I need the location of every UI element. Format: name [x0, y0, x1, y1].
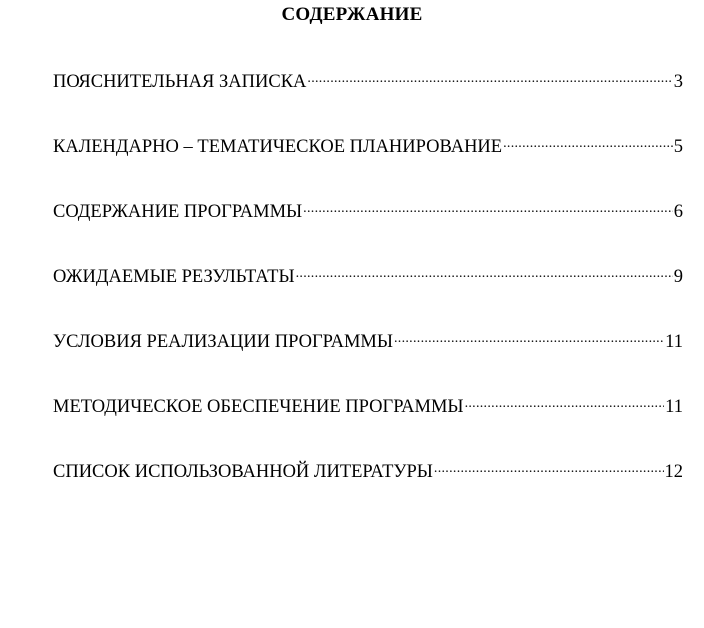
toc-dot-leader [303, 197, 673, 217]
toc-entry[interactable] [53, 327, 683, 351]
toc-entry-label: УСЛОВИЯ РЕАЛИЗАЦИИ ПРОГРАММЫ [53, 332, 393, 352]
toc-entry-label: СОДЕРЖАНИЕ ПРОГРАММЫ [53, 202, 303, 222]
page-title: СОДЕРЖАНИЕ [281, 4, 423, 25]
toc-entry-page: 9 [673, 267, 683, 287]
toc-entry-label: ПОЯСНИТЕЛЬНАЯ ЗАПИСКА [53, 72, 307, 92]
toc-entry[interactable] [53, 197, 683, 221]
toc-dot-leader [394, 327, 664, 347]
toc-entry-page: 5 [673, 137, 683, 157]
toc-entry-page: 11 [665, 332, 683, 352]
toc-entry[interactable] [53, 457, 683, 481]
table-of-contents [53, 67, 683, 522]
toc-entry-label: СПИСОК ИСПОЛЬЗОВАННОЙ ЛИТЕРАТУРЫ [53, 462, 433, 482]
toc-entry-page: 12 [664, 462, 683, 482]
toc-entry-label: МЕТОДИЧЕСКОЕ ОБЕСПЕЧЕНИЕ ПРОГРАММЫ [53, 397, 464, 417]
toc-dot-leader [465, 392, 665, 412]
toc-entry-label: КАЛЕНДАРНО – ТЕМАТИЧЕСКОЕ ПЛАНИРОВАНИЕ [53, 137, 503, 157]
toc-entry-page: 6 [673, 202, 683, 222]
toc-entry[interactable] [53, 262, 683, 286]
toc-entry[interactable] [53, 132, 683, 156]
toc-entry-page: 3 [673, 72, 683, 92]
toc-entry-label: ОЖИДАЕМЫЕ РЕЗУЛЬТАТЫ [53, 267, 295, 287]
toc-dot-leader [296, 262, 673, 282]
toc-entry[interactable] [53, 67, 683, 91]
toc-dot-leader [503, 132, 673, 152]
toc-dot-leader [434, 457, 664, 477]
toc-dot-leader [307, 67, 672, 87]
toc-entry[interactable] [53, 392, 683, 416]
toc-entry-page: 11 [665, 397, 683, 417]
